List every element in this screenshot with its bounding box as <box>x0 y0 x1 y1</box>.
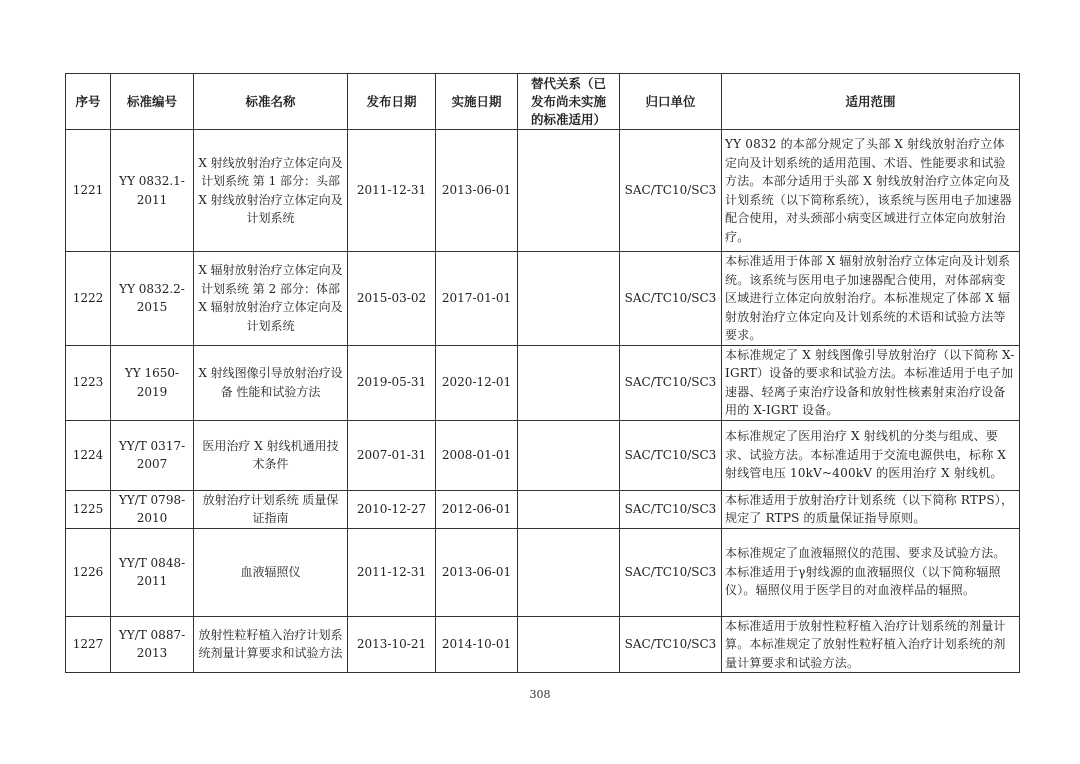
row-seq: 1224 <box>66 420 111 490</box>
row-name: 放射性粒籽植入治疗计划系统剂量计算要求和试验方法 <box>194 616 348 673</box>
header-seq: 序号 <box>66 74 111 130</box>
table-row <box>66 130 1020 252</box>
row-dept: SAC/TC10/SC3 <box>620 345 722 420</box>
row-seq: 1227 <box>66 616 111 673</box>
row-replace <box>518 252 620 346</box>
row-seq: 1221 <box>66 130 111 252</box>
row-code: YY/T 0317-2007 <box>111 420 194 490</box>
row-release-date: 2007-01-31 <box>348 420 436 490</box>
row-scope: 本标准规定了 X 射线图像引导放射治疗（以下简称 X-IGRT）设备的要求和试验方法。本标准适用于电子加速器、轻离子束治疗设备和放射性核素射束治疗设备用的 X-IGRT 设备。 <box>722 345 1020 420</box>
row-dept: SAC/TC10/SC3 <box>620 420 722 490</box>
row-code: YY 0832.2-2015 <box>111 252 194 346</box>
row-replace <box>518 345 620 420</box>
header-name: 标准名称 <box>194 74 348 130</box>
header-dept: 归口单位 <box>620 74 722 130</box>
row-name: X 辐射放射治疗立体定向及计划系统 第 2 部分：体部 X 辐射放射治疗立体定向及计划系统 <box>194 252 348 346</box>
table-row <box>66 490 1020 528</box>
row-effective-date: 2013-06-01 <box>436 130 518 252</box>
header-scope: 适用范围 <box>722 74 1020 130</box>
row-release-date: 2019-05-31 <box>348 345 436 420</box>
row-scope: 本标准适用于放射治疗计划系统（以下简称 RTPS），规定了 RTPS 的质量保证指导原则。 <box>722 490 1020 528</box>
table-row <box>66 420 1020 490</box>
table-row <box>66 345 1020 420</box>
header-effective-date: 实施日期 <box>436 74 518 130</box>
row-seq: 1223 <box>66 345 111 420</box>
row-replace <box>518 528 620 616</box>
row-release-date: 2011-12-31 <box>348 130 436 252</box>
row-replace <box>518 420 620 490</box>
header-code: 标准编号 <box>111 74 194 130</box>
row-name: X 射线图像引导放射治疗设备 性能和试验方法 <box>194 345 348 420</box>
row-name: X 射线放射治疗立体定向及计划系统 第 1 部分：头部 X 射线放射治疗立体定向及计划系统 <box>194 130 348 252</box>
row-release-date: 2015-03-02 <box>348 252 436 346</box>
row-effective-date: 2012-06-01 <box>436 490 518 528</box>
row-replace <box>518 490 620 528</box>
row-dept: SAC/TC10/SC3 <box>620 252 722 346</box>
row-code: YY/T 0887-2013 <box>111 616 194 673</box>
row-release-date: 2011-12-31 <box>348 528 436 616</box>
row-name: 血液辐照仪 <box>194 528 348 616</box>
standards-table <box>65 73 1020 673</box>
row-code: YY 0832.1-2011 <box>111 130 194 252</box>
row-dept: SAC/TC10/SC3 <box>620 616 722 673</box>
row-scope: 本标准适用于体部 X 辐射放射治疗立体定向及计划系统。该系统与医用电子加速器配合使用，对体部病变区域进行立体定向放射治疗。本标准规定了体部 X 辐射放射治疗立体定向及计划系统的术语和试验方法等要求。 <box>722 252 1020 346</box>
row-dept: SAC/TC10/SC3 <box>620 528 722 616</box>
row-dept: SAC/TC10/SC3 <box>620 490 722 528</box>
table-row <box>66 616 1020 673</box>
row-effective-date: 2020-12-01 <box>436 345 518 420</box>
row-seq: 1226 <box>66 528 111 616</box>
row-scope: 本标准适用于放射性粒籽植入治疗计划系统的剂量计算。本标准规定了放射性粒籽植入治疗计划系统的剂量计算要求和试验方法。 <box>722 616 1020 673</box>
row-release-date: 2010-12-27 <box>348 490 436 528</box>
row-scope: 本标准规定了医用治疗 X 射线机的分类与组成、要求、试验方法。本标准适用于交流电源供电，标称 X 射线管电压 10kV~400kV 的医用治疗 X 射线机。 <box>722 420 1020 490</box>
row-name: 医用治疗 X 射线机通用技术条件 <box>194 420 348 490</box>
row-release-date: 2013-10-21 <box>348 616 436 673</box>
header-replace: 替代关系（已发布尚未实施的标准适用） <box>518 74 620 130</box>
header-row <box>66 74 1020 130</box>
row-scope: 本标准规定了血液辐照仪的范围、要求及试验方法。本标准适用于γ射线源的血液辐照仪（以下简称辐照仪）。辐照仪用于医学目的对血液样品的辐照。 <box>722 528 1020 616</box>
row-seq: 1222 <box>66 252 111 346</box>
row-replace <box>518 130 620 252</box>
table-row <box>66 528 1020 616</box>
row-scope: YY 0832 的本部分规定了头部 X 射线放射治疗立体定向及计划系统的适用范围、术语、性能要求和试验方法。本部分适用于头部 X 射线放射治疗立体定向及计划系统（以下简称系统），该系统与医用电子加速器配合使用，对头颈部小病变区域进行立体定向放射治疗。 <box>722 130 1020 252</box>
row-code: YY/T 0798-2010 <box>111 490 194 528</box>
row-code: YY/T 0848-2011 <box>111 528 194 616</box>
row-name: 放射治疗计划系统 质量保证指南 <box>194 490 348 528</box>
row-effective-date: 2013-06-01 <box>436 528 518 616</box>
row-effective-date: 2008-01-01 <box>436 420 518 490</box>
row-code: YY 1650-2019 <box>111 345 194 420</box>
row-effective-date: 2014-10-01 <box>436 616 518 673</box>
header-release-date: 发布日期 <box>348 74 436 130</box>
row-dept: SAC/TC10/SC3 <box>620 130 722 252</box>
table-row <box>66 252 1020 346</box>
row-seq: 1225 <box>66 490 111 528</box>
row-effective-date: 2017-01-01 <box>436 252 518 346</box>
row-replace <box>518 616 620 673</box>
page-number: 308 <box>529 688 551 701</box>
